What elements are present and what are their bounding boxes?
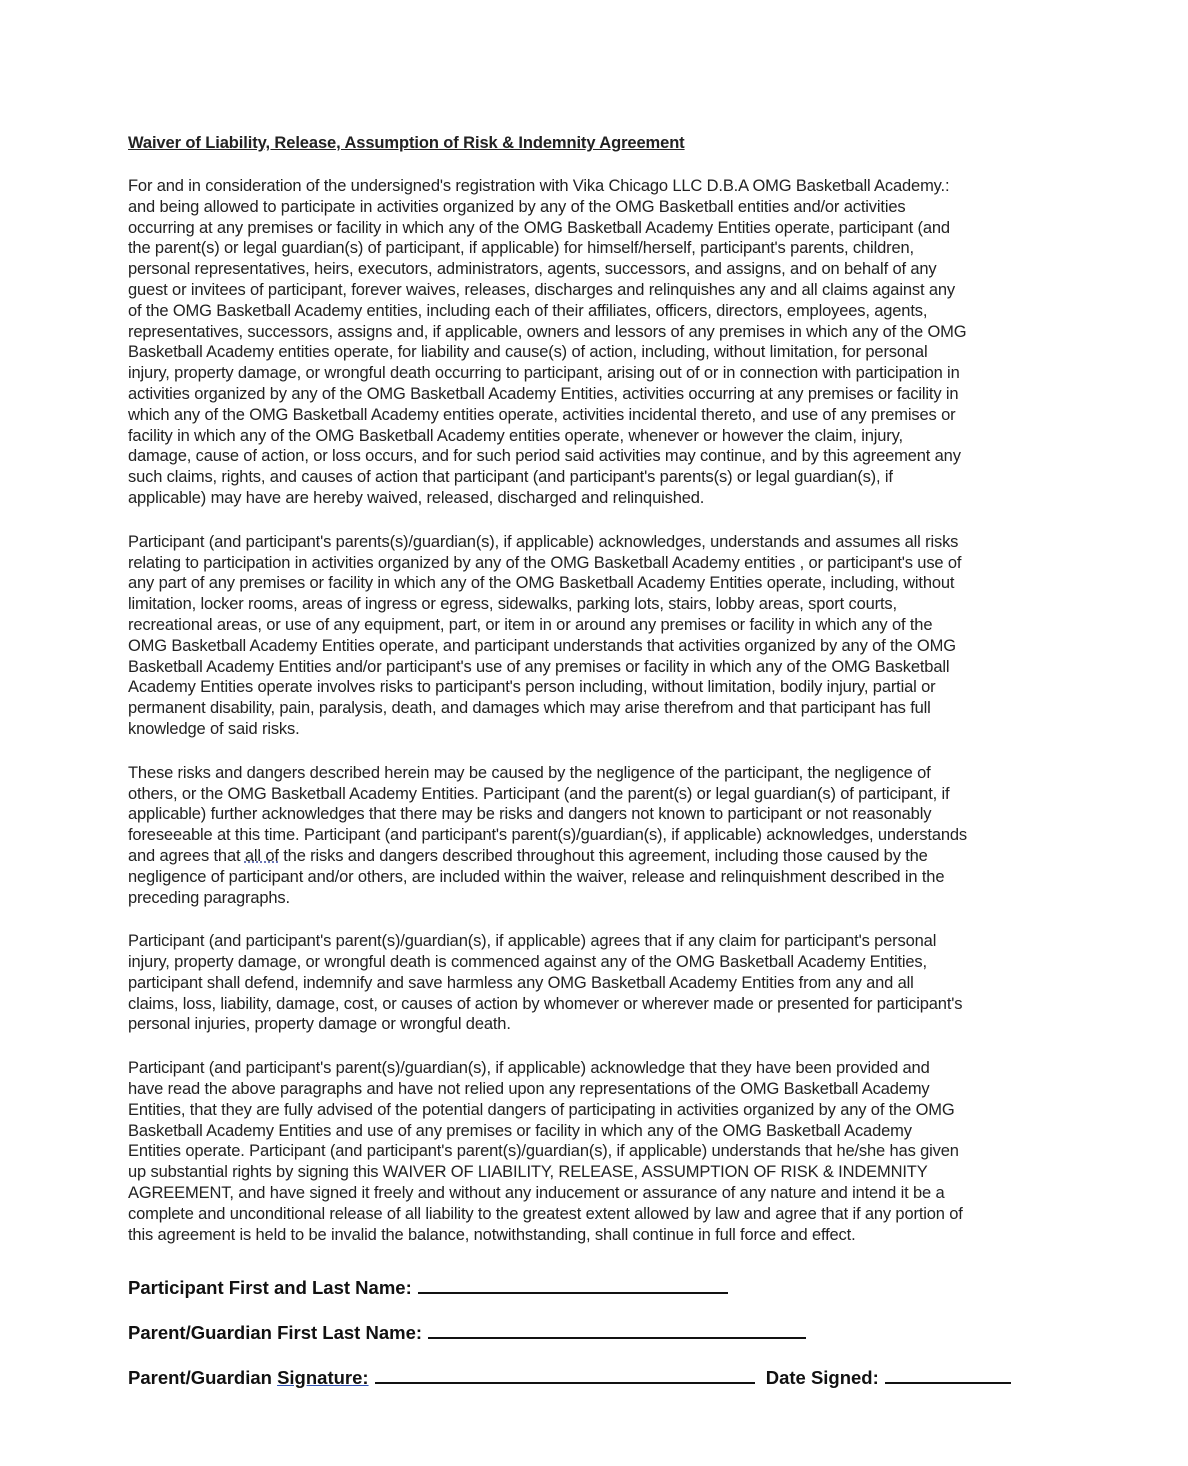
participant-name-label: Participant First and Last Name: [128, 1277, 412, 1298]
indemnity-paragraph: Participant (and participant's parent(s)/guardian(s), if applicable) agrees that if any claim for participant's personal injury, property damage, or wrongful death is commenced against any of the OMG Basketball Academy Entities, participant shall defend, indemnify and save harmless any OMG Basketball Academy Entities from any and all claims, loss, liability, damage, cost, or causes of action by whomever or wherever made or presented for participant's personal injuries, property damage or wrongful death. [128, 932, 963, 1034]
document-title: Waiver of Liability, Release, Assumption of Risk & Indemnity Agreement [128, 134, 685, 152]
date-signed-field[interactable] [885, 1362, 1011, 1384]
assumption-of-risk-paragraph: Participant (and participant's parents(s)/guardian(s), if applicable) acknowledges, understands and assumes all risks relating to participation in activities organized by any of the OMG Basketball Academy entities , or participant's use of any part of any premises or facility in which any of the OMG Basketball Academy Entities operate, including, without limitation, locker rooms, areas of ingress or egress, sidewalks, parking lots, stairs, lobby areas, sport courts, recreational areas, or use of any equipment, part, or item in or around any premises or facility in which any of the OMG Basketball Academy Entities operate, and participant understands that activities organized by any of the OMG Basketball Academy Entities and/or participant's use of any premises or facility in which any of the OMG Basketball Academy Entities operate involves risks to participant's person including, without limitation, bodily injury, partial or permanent disability, pain, paralysis, death, and damages which may arise therefrom and that participant has full knowledge of said risks. [128, 532, 962, 738]
negligence-paragraph [128, 763, 1068, 909]
guardian-name-field[interactable] [428, 1317, 806, 1339]
guardian-name-label: Parent/Guardian First Last Name: [128, 1322, 423, 1343]
signature-label: Signature: [277, 1367, 369, 1388]
spellcheck-marked-text: all of [244, 846, 279, 865]
guardian-signature-field[interactable] [375, 1362, 755, 1384]
guardian-signature-row [128, 1362, 1088, 1407]
document-body [128, 133, 1068, 1268]
signature-block [128, 1272, 1088, 1407]
acknowledgement-paragraph: Participant (and participant's parent(s)/guardian(s), if applicable) acknowledge that they have been provided and have read the above paragraphs and have not relied upon any representations of the OMG Basketball Academy Entities, that they are fully advised of the potential dangers of participating in activities organized by any of the OMG Basketball Academy Entities and use of any premises or facility in which any of the OMG Basketball Academy Entities operate. Participant (and participant's parent(s)/guardian(s), if applicable) understands that he/she has given up substantial rights by signing this WAIVER OF LIABILITY, RELEASE, ASSUMPTION OF RISK & INDEMNITY AGREEMENT, and have signed it freely and without any inducement or assurance of any nature and intend it be a complete and unconditional release of all liability to the greatest extent allowed by law and agree that if any portion of this agreement is held to be invalid the balance, notwithstanding, shall continue in full force and effect. [128, 1059, 963, 1244]
guardian-name-row [128, 1317, 1088, 1362]
negligence-text-part-2: the risks and dangers described throughout this agreement, including those caused by the negligence of participant and/or others, are included within the waiver, release and relinquishment described in the preceding paragraphs. [128, 846, 945, 907]
guardian-signature-prefix: Parent/Guardian [128, 1367, 272, 1388]
negligence-text-part-1: These risks and dangers described herein may be caused by the negligence of the participant, the negligence of others, or the OMG Basketball Academy Entities. Participant (and the parent(s) or legal guardian(s) of participant, if applicable) further acknowledges that there may be risks and dangers not known to participant or not reasonably foreseeable at this time. Participant (and participant's parent(s)/guardian(s), if applicable) acknowledges, understands and agrees that [128, 763, 968, 865]
waiver-paragraph-1: For and in consideration of the undersigned's registration with Vika Chicago LLC D.B.A OMG Basketball Academy.: and being allowed to participate in activities organized by any of the OMG Basketball entities and/or activities occurring at any premises or facility in which any of the OMG Basketball Academy Entities operate, participant (and the parent(s) or legal guardian(s) of participant, if applicable) for himself/herself, participant's parents, children, personal representatives, heirs, executors, administrators, agents, successors, and assigns, and on behalf of any guest or invitees of participant, forever waives, releases, discharges and relinquishes any and all claims against any of the OMG Basketball Academy entities, including each of their affiliates, officers, directors, employees, agents, representatives, successors, assigns and, if applicable, owners and lessors of any premises in which any of the OMG Basketball Academy entities operate, for liability and cause(s) of action, including, without limitation, for personal injury, property damage, or wrongful death occurring to participant, arising out of or in connection with participation in activities organized by any of the OMG Basketball Academy Entities, activities occurring at any premises or facility in which any of the OMG Basketball Academy entities operate, activities incidental thereto, and use of any premises or facility in which any of the OMG Basketball Academy entities operate, whenever or however the claim, injury, damage, cause of action, or loss occurs, and for such period said activities may continue, and by this agreement any such claims, rights, and causes of action that participant (and participant's parents(s) or legal guardian(s), if applicable) may have are hereby waived, released, discharged and relinquished. [128, 177, 967, 507]
participant-name-field[interactable] [418, 1272, 728, 1294]
participant-name-row [128, 1272, 1088, 1317]
date-signed-label: Date Signed: [765, 1367, 879, 1388]
